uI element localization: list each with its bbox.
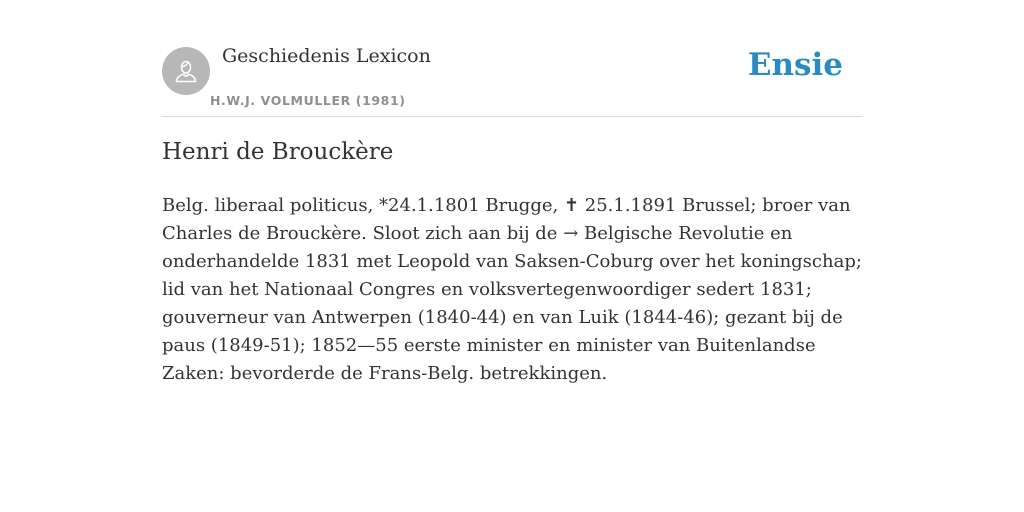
body-text-after: en onderhandelde 1831 met Leopold van Saksen-Coburg over het koningschap; lid van het Nationaal Congres en volksvertegenwoordiger sedert 1831; gouverneur van Antwerpen (1840-44) en van Luik (1844-46); gezant bij de paus (1849-51); 1852—55 eerste minister en minister van Buitenlandse Zaken: bevorderde de Frans-Belg. betrekkingen.	[162, 223, 862, 384]
source-title-link[interactable]: Geschiedenis Lexicon	[222, 45, 431, 67]
header	[162, 0, 862, 117]
belgische-revolutie-link[interactable]	[563, 223, 764, 244]
article-body	[162, 192, 867, 388]
avatar[interactable]	[162, 47, 210, 95]
article-title: Henri de Brouckère	[162, 139, 394, 165]
link-label: Belgische Revolutie	[578, 223, 765, 244]
ensie-logo-link[interactable]: Ensie	[747, 47, 843, 83]
body-text-before: Belg. liberaal politicus, *24.1.1801 Brugge, ✝ 25.1.1891 Brussel; broer van Charles de Brouckère. Sloot zich aan bij de	[162, 195, 851, 244]
author-credit: H.W.J. VOLMULLER (1981)	[210, 93, 406, 108]
user-icon	[172, 57, 200, 85]
arrow-right-icon: →	[563, 223, 579, 244]
